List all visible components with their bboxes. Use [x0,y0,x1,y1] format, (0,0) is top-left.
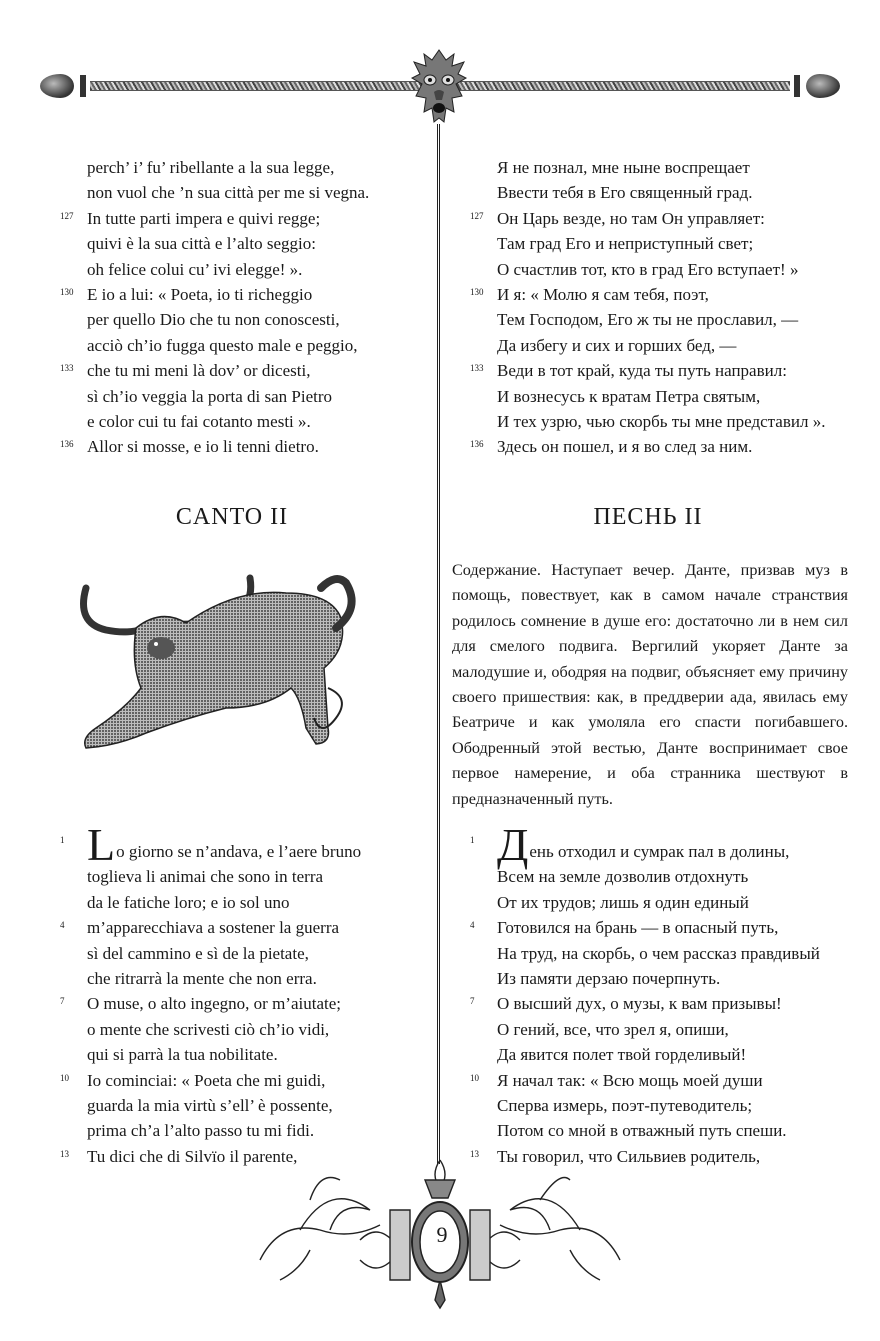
line-number: 130 [60,287,74,298]
line-number: 133 [60,363,74,374]
verse-line [470,282,850,307]
verse-text: Потом со мной в отважный путь спеши. [497,1121,787,1141]
verse-text: sì ch’io veggia la porta di san Pietro [87,386,333,406]
verse-line [470,307,850,332]
horned-beast-illustration [66,568,366,758]
verse-line [60,231,430,256]
verse-line [60,819,430,870]
verse-line [470,991,850,1016]
verse-line [470,1118,850,1143]
finial-collar-left [80,75,86,97]
verse-text: oh felice colui cu’ ivi elegge! ». [87,259,303,279]
verse-line [470,1017,850,1042]
verse-line [60,434,430,459]
drop-cap: L [87,819,116,870]
verse-text: О высший дух, о музы, к вам призывы! [497,994,782,1014]
line-number: 4 [60,920,65,931]
verse-text: prima ch’a l’alto passo tu mi fidi. [87,1121,315,1141]
verse-line [470,206,850,231]
verse-text: da le fatiche loro; e io sol uno [87,892,290,912]
verse-text: О гений, все, что зрел я, опиши, [497,1019,729,1039]
verse-line [60,206,430,231]
verse-text: Всем на земле дозволив отдохнуть [497,867,749,887]
line-number: 127 [60,210,74,221]
verse-line [470,1042,850,1067]
verse-line [60,915,430,940]
verse-text: o giorno se n’andava, e l’aere bruno [116,842,362,861]
verse-line [60,257,430,282]
line-number: 136 [470,439,484,450]
verse-text: Здесь он пошел, и я во след за ним. [497,437,753,457]
verse-text: Веди в тот край, куда ты путь направил: [497,361,787,381]
line-number: 4 [470,920,475,931]
canto-title-russian: ПЕСНЬ II [593,504,703,530]
verse-text: guarda la mia virtù s’ell’ è possente, [87,1096,333,1116]
verse-line [60,1118,430,1143]
verse-text: Он Царь везде, но там Он управляет: [497,208,765,228]
line-number: 10 [470,1072,479,1083]
verse-line [470,180,850,205]
verse-text: Из памяти дерзаю почерпнуть. [497,969,721,989]
verse-text: acciò ch’io fugga questo male e peggio, [87,335,358,355]
verse-text: Да явится полет твой горделивый! [497,1045,747,1065]
verse-line [470,915,850,940]
verse-text: toglieva li animai che sono in terra [87,867,324,887]
verse-line [60,409,430,434]
verse-text: И я: « Молю я сам тебя, поэт, [497,285,709,305]
drop-cap: Д [497,819,529,870]
verse-line [470,1093,850,1118]
line-number: 127 [470,210,484,221]
russian-verses-canto-1-end [470,155,850,460]
verse-text: Я не познал, мне ныне воспрещает [497,158,750,177]
verse-line [60,307,430,332]
line-number: 13 [60,1148,69,1159]
line-number: 13 [470,1148,479,1159]
verse-text: И тех узрю, чью скорбь ты мне представил ». [497,412,826,432]
verse-line [60,384,430,409]
verse-line [60,1042,430,1067]
verse-text: На труд, на скорбь, о чем рассказ правдивый [497,943,820,963]
column-divider [437,124,440,1164]
canto-title-italian: CANTO II [175,504,289,530]
verse-text: quivi è la sua città e l’alto seggio: [87,234,316,254]
verse-line [470,384,850,409]
verse-line [60,155,430,180]
verse-text: Сперва измерь, поэт-путеводитель; [497,1096,753,1116]
verse-text: qui si parrà la tua nobilitate. [87,1045,278,1065]
italian-verses-canto-2 [60,819,430,1169]
italian-verses-canto-1-end [60,155,430,460]
verse-text: И вознесусь к вратам Петра святым, [497,386,761,406]
verse-text: e color cui tu fai cotanto mesti ». [87,412,311,432]
verse-line [470,358,850,383]
verse-line [60,941,430,966]
line-number: 136 [60,439,74,450]
verse-text: che tu mi meni là dov’ or dicesti, [87,361,311,381]
line-number: 130 [470,287,484,298]
verse-text: Ты говорил, что Сильвиев родитель, [497,1146,761,1166]
verse-line [470,155,850,180]
verse-text: О счастлив тот, кто в град Его вступает! » [497,259,799,279]
verse-line [470,941,850,966]
grotesque-mask-icon [404,48,474,126]
verse-text: От их трудов; лишь я один единый [497,892,749,912]
verse-line [60,1093,430,1118]
line-number: 133 [470,363,484,374]
verse-line [470,864,850,889]
line-number: 7 [470,996,475,1007]
verse-text: che ritrarrà la mente che non erra. [87,969,317,989]
verse-text: O muse, o alto ingegno, or m’aiutate; [87,994,341,1014]
pinecone-finial-right-icon [806,74,840,98]
verse-line [60,966,430,991]
verse-text: Тем Господом, Его ж ты не прославил, — [497,310,799,330]
verse-line [470,890,850,915]
verse-text: In tutte parti impera e quivi regge; [87,208,321,228]
verse-text: o mente che scrivesti ciò ch’io vidi, [87,1019,330,1039]
verse-text: Io cominciai: « Poeta che mi guidi, [87,1070,326,1090]
finial-collar-right [794,75,800,97]
verse-line [470,1068,850,1093]
verse-text: Ввести тебя в Его священный град. [497,183,753,203]
verse-text: Allor si mosse, e io li tenni dietro. [87,437,319,457]
verse-line [470,434,850,459]
line-number: 7 [60,996,65,1007]
russian-verses-canto-2 [470,819,850,1169]
verse-text: Готовился на брань — в опасный путь, [497,918,779,938]
line-number: 1 [470,835,475,845]
verse-line [60,333,430,358]
verse-line [60,864,430,889]
verse-text: Там град Его и неприступный свет; [497,234,754,254]
verse-line [60,358,430,383]
page-number: 9 [436,1222,448,1247]
verse-text: E io a lui: « Poeta, io ti richeggio [87,285,313,305]
verse-line [60,282,430,307]
verse-line [60,991,430,1016]
verse-text: Tu dici che di Silvïo il parente, [87,1146,298,1166]
verse-line [470,409,850,434]
line-number: 10 [60,1072,69,1083]
verse-text: Я начал так: « Всю мощь моей души [497,1070,763,1090]
verse-line [60,1068,430,1093]
verse-line [470,819,850,870]
verse-text: ень отходил и сумрак пал в долины, [529,842,790,861]
verse-text: m’apparecchiava a sostener la guerra [87,918,340,938]
verse-text: Да избегу и сих и горших бед, — [497,335,737,355]
canto-summary: Содержание. Наступает вечер. Данте, призвав муз в помощь, повествует, как в самом начале странствия родилось сомнение в душе его: достаточно ли в нем сил для смелого подвига. Вергилий укоряет Данте за малодушие и, ободряя на подвиг, объясняет ему причину своего пришествия: как, в преддверии ада, явилась ему Беатриче и как умоляла его спасти погибавшего. Ободренный этой вестью, Данте воспринимает свое первое намерение, и оба странника шествуют в предназначенный путь. [452,561,848,808]
verse-text: perch’ i’ fu’ ribellante a la sua legge, [87,158,335,177]
verse-line [60,180,430,205]
verse-line [60,1017,430,1042]
verse-text: per quello Dio che tu non conoscesti, [87,310,340,330]
verse-line [470,231,850,256]
verse-line [470,257,850,282]
verse-line [470,333,850,358]
pinecone-finial-left-icon [40,74,74,98]
verse-text: non vuol che ’n sua città per me si vegna. [87,183,370,203]
line-number: 1 [60,835,65,845]
verse-line [470,966,850,991]
verse-text: sì del cammino e sì de la pietate, [87,943,309,963]
verse-line [60,890,430,915]
